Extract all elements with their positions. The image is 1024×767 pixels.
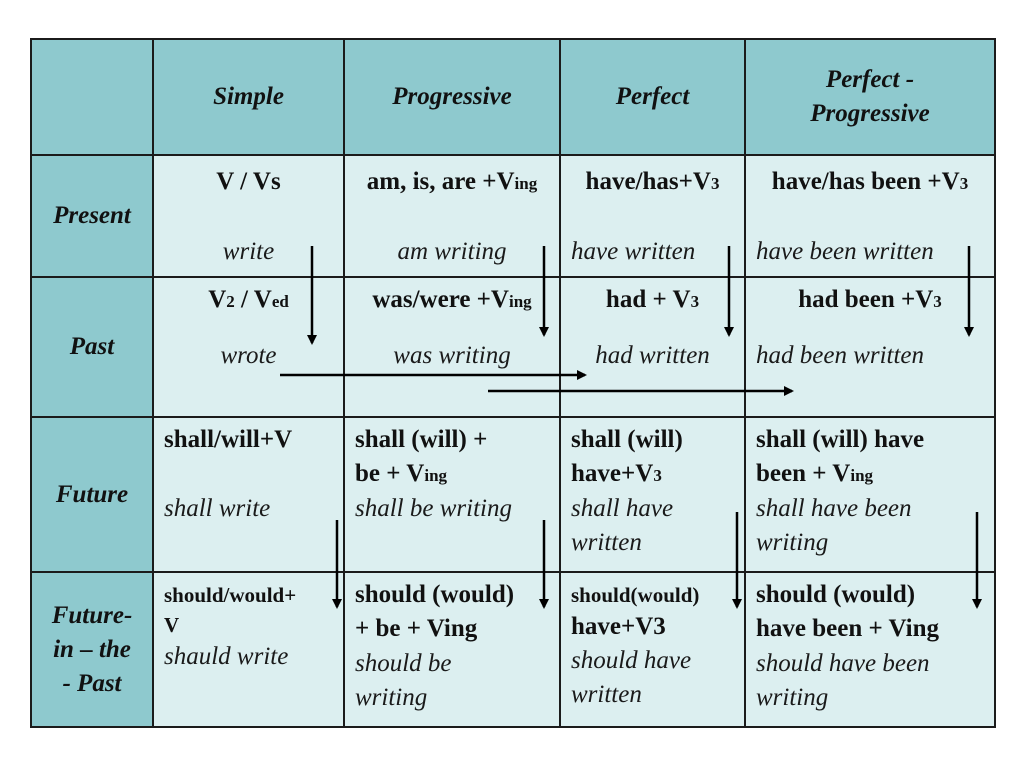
formula-line1: shall (will) have [756, 426, 925, 453]
formula-line1: should(would) [571, 583, 700, 607]
cell-future-perfect [559, 416, 746, 573]
example: have written [571, 238, 696, 265]
row-label-future: Future [30, 416, 154, 573]
formula: shall/will+V [164, 426, 293, 453]
formula-line2: been + Ving [756, 460, 874, 487]
formula-line1: shall (will) + [355, 426, 488, 453]
formula-line2: be + Ving [355, 460, 448, 487]
example: had written [595, 342, 710, 369]
example: have been written [756, 238, 934, 265]
cell-past-perfect-progressive [744, 276, 996, 418]
example: shauld write [164, 643, 289, 670]
example-line2: written [571, 529, 642, 556]
example-line2: written [571, 681, 642, 708]
formula-line2: V [164, 613, 180, 637]
example: am writing [397, 238, 507, 265]
formula-line1: should/would+ [164, 583, 297, 607]
row-label-past: Past [30, 276, 154, 418]
example-line2: writing [756, 684, 829, 711]
example: had been written [756, 342, 925, 369]
example-line1: should have [571, 647, 692, 674]
example: wrote [220, 342, 277, 369]
cell-present-progressive [343, 154, 561, 278]
example-line1: should have been [756, 650, 930, 677]
tenses-table [30, 38, 996, 728]
cell-present-perfect-progressive [744, 154, 996, 278]
header-progressive: Progressive [343, 38, 561, 156]
header-simple: Simple [152, 38, 345, 156]
example: shall write [164, 495, 271, 522]
formula-line1: should (would) [756, 581, 916, 608]
cell-present-simple [152, 154, 345, 278]
formula-line1: shall (will) [571, 426, 683, 453]
formula-line2: have been + Ving [756, 615, 940, 642]
example-line1: shall have [571, 495, 674, 522]
example-line2: writing [756, 529, 829, 556]
row-label-fip-line3: - Past [62, 669, 122, 697]
cell-fip-simple [152, 571, 345, 728]
cell-present-perfect [559, 154, 746, 278]
header-perfect-progressive [744, 38, 996, 156]
example-line2: writing [355, 684, 428, 711]
header-perfect-progressive-line2: Progressive [810, 100, 930, 127]
formula-line2: have+V3 [571, 460, 662, 487]
cell-fip-perfect [559, 571, 746, 728]
cell-future-progressive [343, 416, 561, 573]
row-label-future-in-past [30, 571, 154, 728]
formula-line2: have+V3 [571, 613, 666, 640]
formula: have/has+V3 [585, 168, 720, 195]
cell-past-progressive [343, 276, 561, 418]
cell-fip-progressive [343, 571, 561, 728]
row-label-fip-line2: in – the [53, 635, 131, 663]
example: shall be writing [355, 495, 512, 522]
row-label-fip-line1: Future- [51, 601, 133, 629]
cell-past-perfect [559, 276, 746, 418]
formula-line2: + be + Ving [355, 615, 478, 642]
example: write [222, 238, 275, 265]
cell-fip-perfect-progressive [744, 571, 996, 728]
formula-line1: should (would) [355, 581, 515, 608]
cell-past-simple [152, 276, 345, 418]
formula: am, is, are +Ving [366, 168, 538, 195]
formula: V2 / Ved [208, 286, 289, 313]
corner-cell [30, 38, 154, 156]
formula: had + V3 [605, 286, 700, 313]
example-line1: should be [355, 650, 452, 677]
example-line1: shall have been [756, 495, 912, 522]
header-perfect-progressive-line1: Perfect - [825, 66, 915, 93]
formula: had been +V3 [798, 286, 942, 313]
formula: have/has been +V3 [771, 168, 969, 195]
example: was writing [393, 342, 511, 369]
formula: was/were +Ving [372, 286, 532, 313]
formula: V / Vs [216, 168, 281, 195]
row-label-present: Present [30, 154, 154, 278]
cell-future-perfect-progressive [744, 416, 996, 573]
cell-future-simple [152, 416, 345, 573]
header-perfect: Perfect [559, 38, 746, 156]
